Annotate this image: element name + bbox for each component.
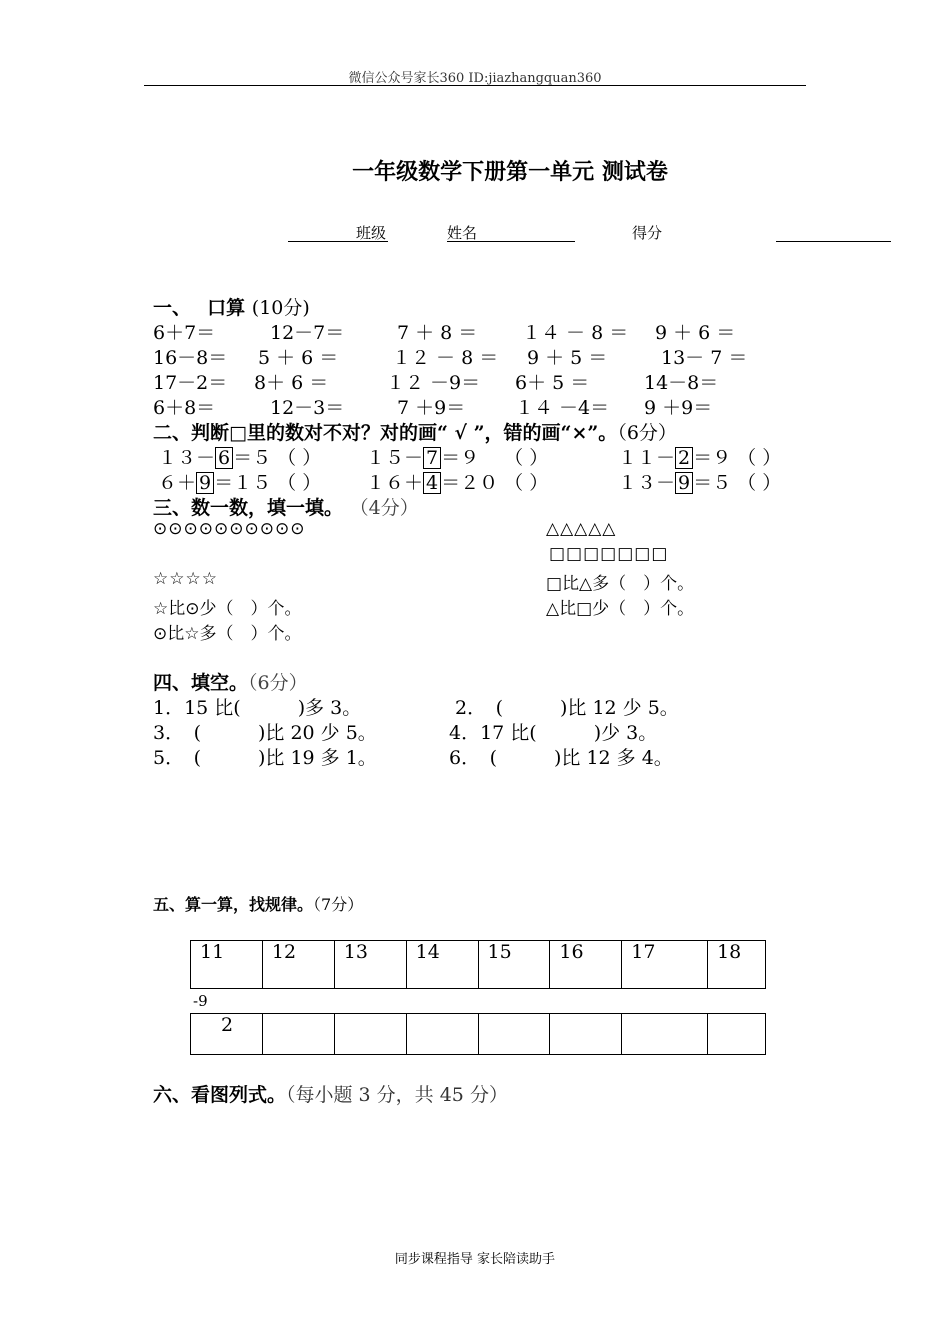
section2-heading	[153, 418, 677, 445]
section1-heading	[153, 293, 310, 320]
section6-points: （每小题 3 分，共 45 分）	[286, 1084, 508, 1106]
section5-points: （7分）	[313, 895, 364, 914]
pattern-cell: 12	[262, 941, 334, 989]
pattern-answer-cell[interactable]	[708, 1014, 766, 1055]
name-underline	[447, 241, 575, 242]
judge-box: 6	[215, 447, 233, 469]
header-divider	[144, 85, 806, 86]
judge-item-5: １６＋ 4 ＝２０ （ ）	[366, 472, 549, 494]
arith-r3c0: 6＋8＝	[153, 397, 216, 419]
section3-points: （4分）	[349, 497, 419, 519]
judge-item-4: ６＋ 9 ＝１５ （ ）	[158, 472, 322, 494]
judge-answer-slot[interactable]: （ ）	[277, 447, 322, 469]
judge-box: 9	[196, 472, 214, 494]
count-question-3: □比△多（ ）个。	[546, 574, 695, 594]
section1-title: 口算	[207, 297, 246, 319]
arith-r1c4: 13－ 7 ＝	[661, 347, 748, 369]
judge-item-6: １３－ 9 ＝５ （ ）	[618, 472, 782, 494]
section4-heading	[153, 668, 308, 695]
arith-r0c0: 6＋7＝	[153, 322, 216, 344]
pattern-cell: 11	[191, 941, 263, 989]
pattern-answer-cell[interactable]	[622, 1014, 708, 1055]
fill-item-6: 6． ( )比 12 多 4。	[449, 747, 673, 769]
arith-r1c1: 5 ＋ 6 ＝	[258, 347, 339, 369]
count-question-1: ☆比⊙少（ ）个。	[153, 599, 302, 619]
judge-answer-slot[interactable]: （ ）	[277, 472, 322, 494]
squares-row-icon: □□□□□□□	[549, 544, 669, 564]
judge-item-1: １３－ 6 ＝５ （ ）	[158, 447, 322, 469]
section2-title: 二、判断□里的数对不对？对的画“ √ ”，错的画“×”。	[153, 422, 618, 444]
page-header: 微信公众号家长360 ID:jiazhangquan360	[348, 71, 602, 86]
section3-title: 三、数一数，填一填。	[153, 497, 344, 519]
pattern-answer-cell[interactable]	[262, 1014, 334, 1055]
count-question-4: △比□少（ ）个。	[546, 599, 695, 619]
section5-title: 五、算一算，找规律。	[153, 895, 314, 914]
arith-r3c4: 9 ＋9＝	[644, 397, 713, 419]
arith-r3c2: 7 ＋9＝	[397, 397, 466, 419]
name-label: 姓名	[447, 224, 478, 242]
section6-title: 六、看图列式。	[153, 1084, 287, 1106]
pattern-top-row	[190, 940, 766, 989]
fill-item-3: 3． ( )比 20 少 5。	[153, 722, 377, 744]
arith-r2c0: 17－2＝	[153, 372, 228, 394]
page-title: 一年级数学下册第一单元 测试卷	[352, 159, 668, 185]
pattern-cell: 18	[708, 941, 766, 989]
pattern-answer-cell[interactable]	[406, 1014, 478, 1055]
judge-item-2: １５－ 7 ＝９ （ ）	[366, 447, 549, 469]
score-label: 得分	[632, 224, 663, 242]
judge-box: 7	[423, 447, 441, 469]
pattern-bottom-row	[190, 1013, 766, 1055]
section6-heading	[153, 1080, 508, 1107]
arith-r3c1: 12－3＝	[270, 397, 345, 419]
arith-r0c1: 12－7＝	[270, 322, 345, 344]
section1-points: (10分)	[251, 297, 310, 319]
judge-answer-slot[interactable]: （ ）	[504, 472, 549, 494]
section1-number: 一、	[153, 297, 182, 319]
judge-answer-slot[interactable]: （ ）	[737, 472, 782, 494]
section3-heading	[153, 493, 419, 520]
arith-r1c2: １２ － 8 ＝	[392, 347, 499, 369]
fill-item-2: 2． ( )比 12 少 5。	[455, 697, 679, 719]
page-footer: 同步课程指导 家长陪读助手	[394, 1252, 556, 1267]
arith-r0c4: 9 ＋ 6 ＝	[655, 322, 736, 344]
judge-answer-slot[interactable]: （ ）	[737, 447, 782, 469]
score-underline	[776, 241, 891, 242]
pattern-cell: 14	[406, 941, 478, 989]
pattern-answer-cell[interactable]	[478, 1014, 550, 1055]
arith-r1c3: 9 ＋ 5 ＝	[527, 347, 608, 369]
stars-row-icon: ☆☆☆☆	[153, 569, 218, 589]
fill-item-4: 4．17 比( )少 3。	[449, 722, 658, 744]
arith-r3c3: １４ －4＝	[515, 397, 610, 419]
fill-item-1: 1．15 比( )多 3。	[153, 697, 362, 719]
triangles-row-icon: △△△△△	[546, 519, 617, 539]
count-question-2: ⊙比☆多（ ）个。	[153, 624, 302, 644]
pattern-answer-cell[interactable]	[550, 1014, 622, 1055]
fill-item-5: 5． ( )比 19 多 1。	[153, 747, 377, 769]
arith-r2c4: 14－8＝	[644, 372, 719, 394]
pattern-cell: 15	[478, 941, 550, 989]
judge-box: 2	[675, 447, 693, 469]
arith-r2c3: 6＋ 5 ＝	[515, 372, 590, 394]
arith-r0c3: １４ － 8 ＝	[522, 322, 629, 344]
arith-r0c2: 7 ＋ 8 ＝	[397, 322, 478, 344]
pattern-cell: 13	[334, 941, 406, 989]
section2-points: （6分）	[617, 422, 677, 444]
judge-box: 9	[675, 472, 693, 494]
pattern-cell: 17	[622, 941, 708, 989]
pattern-answer-cell[interactable]	[334, 1014, 406, 1055]
section4-points: （6分）	[248, 672, 308, 694]
pattern-cell: 16	[550, 941, 622, 989]
pattern-operator: -9	[193, 992, 208, 1010]
class-label: 班级	[356, 224, 387, 242]
arith-r1c0: 16－8＝	[153, 347, 228, 369]
arith-r2c2: １２ －9＝	[386, 372, 481, 394]
pattern-answer-cell: 2	[191, 1014, 263, 1055]
arith-r2c1: 8＋ 6 ＝	[254, 372, 329, 394]
section5-heading	[153, 892, 363, 915]
judge-box: 4	[423, 472, 441, 494]
circles-row-icon: ⊙⊙⊙⊙⊙⊙⊙⊙⊙⊙	[153, 519, 306, 539]
judge-item-3: １１－ 2 ＝９ （ ）	[618, 447, 782, 469]
judge-answer-slot[interactable]: （ ）	[504, 447, 549, 469]
section4-title: 四、填空。	[153, 672, 249, 694]
